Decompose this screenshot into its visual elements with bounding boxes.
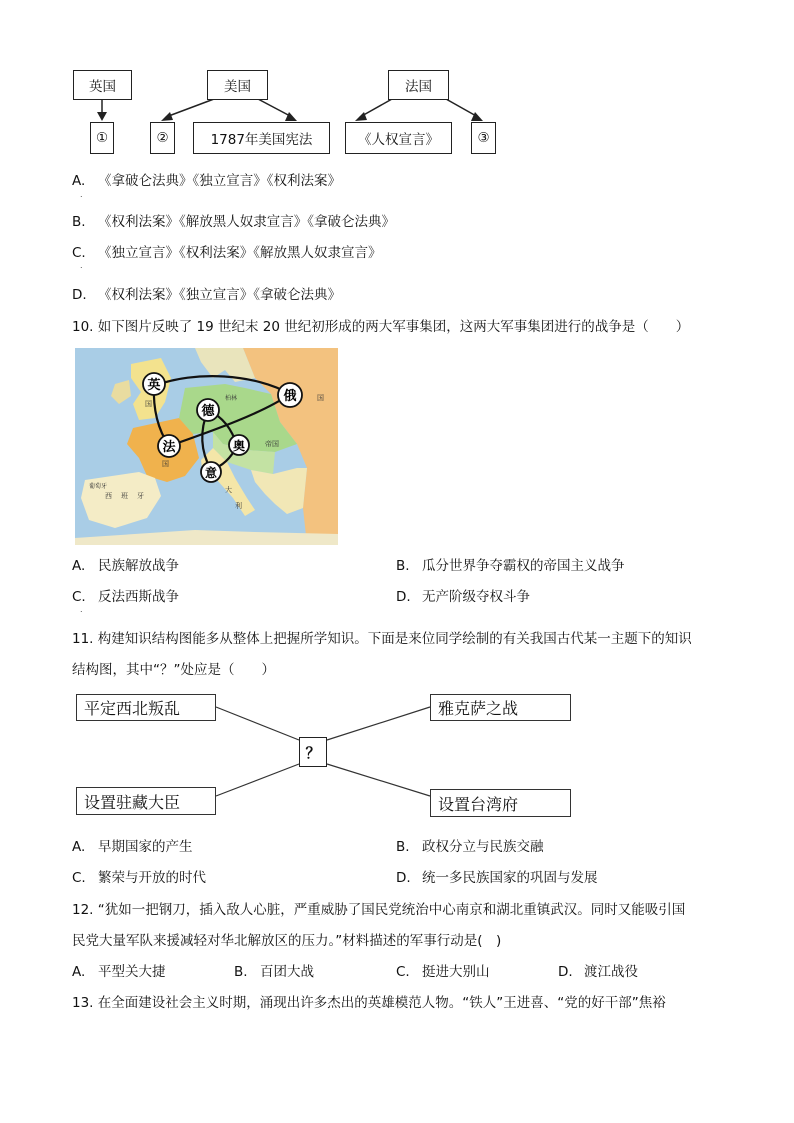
declaration-rights-box: 《人权宣言》 <box>345 122 452 154</box>
q11-box-top-right: 雅克萨之战 <box>430 694 571 721</box>
option-text: 早期国家的产生 <box>98 839 193 855</box>
q11-stem-line2: 结构图，其中“？”处应是（ ） <box>72 662 275 678</box>
node-ao-label: 奥 <box>232 439 246 453</box>
option-text: 《独立宣言》《权利法案》《解放黑人奴隶宣言》 <box>98 245 382 261</box>
map-label-italy-b: 利 <box>235 502 242 510</box>
slot-3-box: ③ <box>471 122 496 154</box>
q12-option-d[interactable] <box>558 963 638 981</box>
decorative-dot: . <box>80 605 83 614</box>
node-yi <box>201 462 221 482</box>
q11-box-bottom-right: 设置台湾府 <box>430 789 571 817</box>
q10-option-d[interactable] <box>396 588 530 606</box>
q11-box-top-left: 平定西北叛乱 <box>76 694 216 721</box>
option-label: A. <box>72 558 86 574</box>
q9-option-b[interactable] <box>72 213 395 231</box>
option-text: 反法西斯战争 <box>98 589 179 605</box>
option-text: 渡江战役 <box>584 964 638 980</box>
option-label: A. <box>72 173 86 189</box>
option-text: 《权利法案》《独立宣言》《拿破仑法典》 <box>98 287 341 303</box>
option-label: D. <box>396 589 411 605</box>
option-label: C. <box>396 964 410 980</box>
node-de <box>197 399 219 421</box>
option-label: D. <box>558 964 573 980</box>
q11-center-question-box: ？ <box>299 737 327 767</box>
q11-option-d[interactable] <box>396 869 598 887</box>
option-label: C. <box>72 589 86 605</box>
option-label: D. <box>396 870 411 886</box>
q10-option-a[interactable] <box>72 557 179 575</box>
option-text: 平型关大捷 <box>98 964 166 980</box>
q11-option-b[interactable] <box>396 838 544 856</box>
option-text: 百团大战 <box>260 964 314 980</box>
option-label: D. <box>72 287 87 303</box>
map-label-uk-guo: 国 <box>145 400 152 408</box>
node-ao <box>229 435 249 455</box>
map-label-berlin: 柏林 <box>225 395 238 402</box>
usa-box: 美国 <box>207 70 268 100</box>
option-text: 瓜分世界争夺霸权的帝国主义战争 <box>422 558 625 574</box>
q12-stem-line2: 民党大量军队来援减轻对华北解放区的压力。”材料描述的军事行动是( ) <box>72 933 502 949</box>
q11-option-c[interactable] <box>72 869 206 887</box>
q12-stem-line1: 12. “犹如一把钢刀，插入敌人心脏，严重威胁了国民党统治中心南京和湖北重镇武汉。同时又能吸引国 <box>72 902 686 918</box>
us-constitution-box: 1787年美国宪法 <box>193 122 330 154</box>
option-text: 繁荣与开放的时代 <box>98 870 206 886</box>
map-label-portugal: 葡萄牙 <box>89 483 108 490</box>
option-label: B. <box>396 839 410 855</box>
option-text: 《拿破仑法典》《独立宣言》《权利法案》 <box>98 173 341 189</box>
q11-option-a[interactable] <box>72 838 193 856</box>
node-fa <box>158 435 180 457</box>
node-yi-label: 意 <box>204 466 218 480</box>
q10-stem: 10. 如下图片反映了 19 世纪末 20 世纪初形成的两大军事集团，这两大军事集团进行的战争是（ ） <box>72 319 690 335</box>
node-ying <box>143 373 165 395</box>
option-label: B. <box>72 214 86 230</box>
map-label-spain-a: 西 <box>105 492 112 500</box>
q13-stem-line1: 13. 在全面建设社会主义时期，涌现出许多杰出的英雄模范人物。“铁人”王进喜、“党的好干部”焦裕 <box>72 995 666 1011</box>
option-label: A. <box>72 964 86 980</box>
option-label: C. <box>72 245 86 261</box>
node-e-label: 俄 <box>283 389 297 404</box>
option-text: 民族解放战争 <box>98 558 179 574</box>
option-label: A. <box>72 839 86 855</box>
map-label-spain-c: 牙 <box>137 492 144 500</box>
node-de-label: 德 <box>201 404 215 419</box>
map-label-ru-guo: 国 <box>317 394 324 402</box>
option-label: B. <box>234 964 248 980</box>
option-text: 统一多民族国家的巩固与发展 <box>422 870 598 886</box>
node-ying-label: 英 <box>147 378 161 393</box>
slot-2-box: ② <box>150 122 175 154</box>
option-label: C. <box>72 870 86 886</box>
map-label-spain-b: 班 <box>121 492 128 500</box>
q12-option-b[interactable] <box>234 963 314 981</box>
option-text: 政权分立与民族交融 <box>422 839 544 855</box>
node-fa-label: 法 <box>162 440 176 455</box>
slot-1-box: ① <box>90 122 114 154</box>
q11-box-bottom-left: 设置驻藏大臣 <box>76 787 216 815</box>
q9-option-c[interactable] <box>72 244 382 262</box>
map-label-italy-a: 大 <box>225 486 232 494</box>
decorative-dot: . <box>80 261 83 270</box>
map-label-ottoman: 帝国 <box>265 440 279 448</box>
q12-option-a[interactable] <box>72 963 166 981</box>
decorative-dot: . <box>80 190 83 199</box>
england-box: 英国 <box>73 70 132 100</box>
option-label: B. <box>396 558 410 574</box>
q10-option-b[interactable] <box>396 557 625 575</box>
europe-alliance-map <box>75 348 338 545</box>
map-label-fr-guo: 国 <box>162 460 169 468</box>
q9-option-a[interactable] <box>72 172 341 190</box>
node-e <box>278 383 302 407</box>
option-text: 挺进大别山 <box>422 964 490 980</box>
france-box: 法国 <box>388 70 449 100</box>
option-text: 《权利法案》《解放黑人奴隶宣言》《拿破仑法典》 <box>98 214 395 230</box>
option-text: 无产阶级夺权斗争 <box>422 589 530 605</box>
q10-option-c[interactable] <box>72 588 179 606</box>
q12-option-c[interactable] <box>396 963 490 981</box>
q9-option-d[interactable] <box>72 286 341 304</box>
q11-stem-line1: 11. 构建知识结构图能多从整体上把握所学知识。下面是来位同学绘制的有关我国古代某一主题下的知识 <box>72 631 692 647</box>
